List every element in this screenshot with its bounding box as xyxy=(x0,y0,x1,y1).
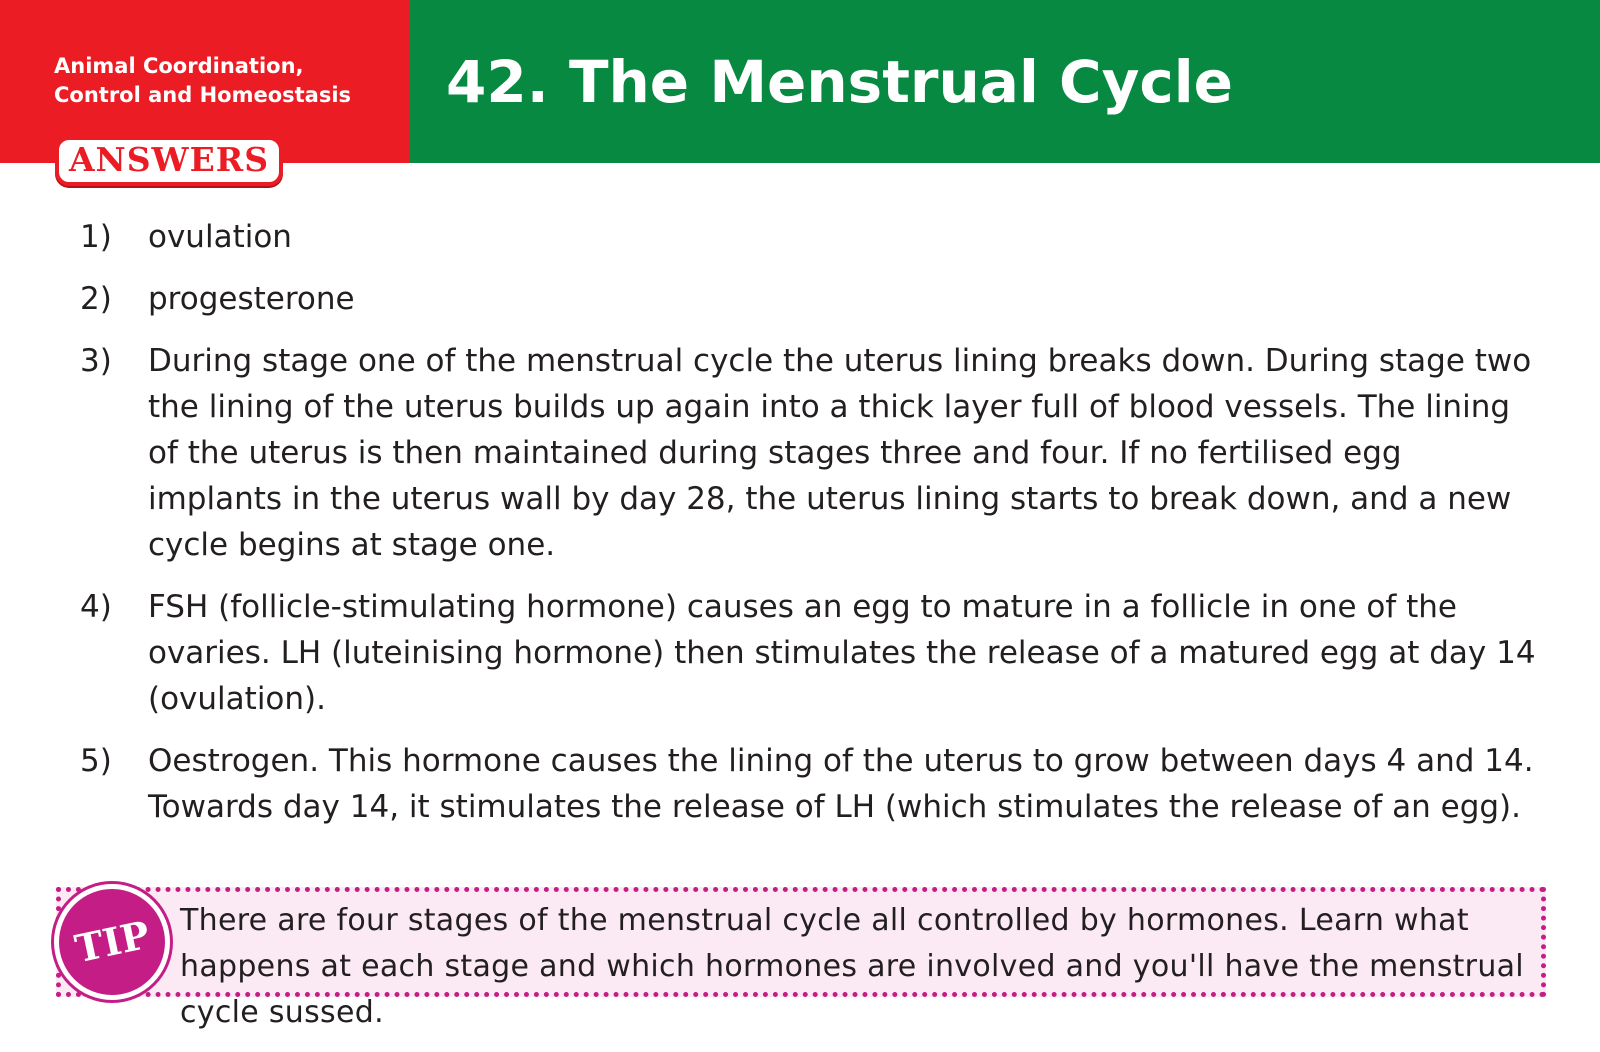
answers-list xyxy=(80,214,1540,846)
answer-text: ovulation xyxy=(148,219,292,255)
answer-item-3 xyxy=(80,338,1540,568)
tip-label: TIP xyxy=(70,911,154,972)
answer-number: 2) xyxy=(80,281,112,317)
answer-text: FSH (follicle-stimulating hormone) causes an egg to mature in a follicle in one of the ovaries. LH (luteinising hormone) then stimulates the release of a matured egg at day 14 (ovulation). xyxy=(148,589,1536,717)
answer-item-2 xyxy=(80,276,1540,322)
section-topic xyxy=(54,52,351,110)
answer-number: 3) xyxy=(80,343,112,379)
answer-text: Oestrogen. This hormone causes the lining of the uterus to grow between days 4 and 14. Towards day 14, it stimulates the release of LH (which stimulates the release of an egg). xyxy=(148,743,1534,825)
answers-badge: ANSWERS xyxy=(55,136,283,186)
answer-item-1 xyxy=(80,214,1540,260)
answer-item-4 xyxy=(80,584,1540,722)
answer-item-5 xyxy=(80,738,1540,830)
answer-text: During stage one of the menstrual cycle the uterus lining breaks down. During stage two the lining of the uterus builds up again into a thick layer full of blood vessels. The lining of the uterus is then maintained during stages three and four. If no fertilised egg implants in the uterus wall by day 28, the uterus lining starts to break down, and a new cycle begins at stage one. xyxy=(148,343,1532,563)
section-topic-line1: Animal Coordination, xyxy=(54,54,304,78)
answer-number: 1) xyxy=(80,219,112,255)
answer-number: 4) xyxy=(80,589,112,625)
section-topic-line2: Control and Homeostasis xyxy=(54,83,352,107)
page-title: 42. The Menstrual Cycle xyxy=(446,48,1233,116)
answer-text: progesterone xyxy=(148,281,355,317)
answer-number: 5) xyxy=(80,743,112,779)
tip-badge xyxy=(54,884,170,1000)
tip-text: There are four stages of the menstrual cycle all controlled by hormones. Learn what happens at each stage and which hormones are involved and you'll have the menstrual cycle sussed. xyxy=(180,903,1524,1030)
